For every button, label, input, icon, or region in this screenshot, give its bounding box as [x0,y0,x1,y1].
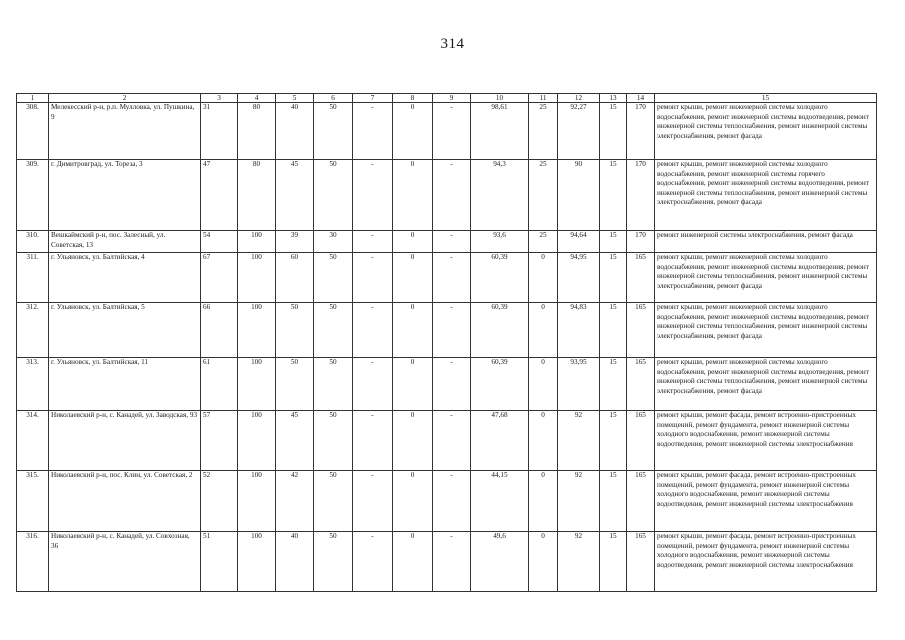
value-cell: 15 [600,103,627,160]
works-cell: ремонт крыши, ремонт фасада, ремонт встроенно-пристроенных помещений, ремонт фундамента, ремонт инженерной системы холодного водоснабжения, ремонт инженерной системы водоотведения, ремонт инженерной системы электроснабжения [655,532,877,592]
value-cell: 66 [201,303,238,358]
value-cell: 25 [529,103,558,160]
value-cell: 15 [600,358,627,411]
table-row [17,532,877,592]
works-cell: ремонт крыши, ремонт инженерной системы холодного водоснабжения, ремонт инженерной системы водоотведения, ремонт инженерной системы теплоснабжения, ремонт инженерной системы электроснабжения, ремонт фасада [655,103,877,160]
value-cell: - [353,160,393,231]
table-row [17,358,877,411]
value-cell: - [433,303,471,358]
value-cell: 61 [201,358,238,411]
value-cell: 45 [276,411,314,471]
address-cell: Николаевский р-н, с. Канадей, ул. Совхозная, 36 [49,532,201,592]
value-cell: 50 [314,303,353,358]
column-header: 5 [276,94,314,103]
table-row [17,471,877,532]
value-cell: 51 [201,532,238,592]
table-row [17,303,877,358]
row-number: 316. [17,532,49,592]
value-cell: - [433,231,471,253]
value-cell: 60,39 [471,358,529,411]
value-cell: 52 [201,471,238,532]
address-cell: г. Ульяновск, ул. Балтийская, 4 [49,253,201,303]
value-cell: 170 [627,231,655,253]
value-cell: 50 [314,471,353,532]
value-cell: 25 [529,231,558,253]
works-cell: ремонт крыши, ремонт инженерной системы холодного водоснабжения, ремонт инженерной системы водоотведения, ремонт инженерной системы теплоснабжения, ремонт инженерной системы электроснабжения, ремонт фасада [655,358,877,411]
value-cell: 0 [529,411,558,471]
value-cell: - [353,471,393,532]
value-cell: 165 [627,358,655,411]
value-cell: 42 [276,471,314,532]
works-cell: ремонт крыши, ремонт фасада, ремонт встроенно-пристроенных помещений, ремонт фундамента, ремонт инженерной системы холодного водоснабжения, ремонт инженерной системы водоотведения, ремонт инженерной системы электроснабжения [655,471,877,532]
value-cell: - [353,358,393,411]
value-cell: 50 [314,532,353,592]
column-header: 10 [471,94,529,103]
value-cell: 92 [558,411,600,471]
row-number: 311. [17,253,49,303]
value-cell: 165 [627,532,655,592]
value-cell: 0 [529,471,558,532]
value-cell: - [433,160,471,231]
works-cell: ремонт крыши, ремонт инженерной системы холодного водоснабжения, ремонт инженерной системы горячего водоснабжения, ремонт инженерной системы водоотведения, ремонт инженерной системы теплоснабжения, ремонт инженерной системы электроснабжения, ремонт фасада [655,160,877,231]
value-cell: 100 [238,253,276,303]
value-cell: 165 [627,411,655,471]
value-cell: 90 [558,160,600,231]
value-cell: 0 [393,411,433,471]
value-cell: 47,68 [471,411,529,471]
value-cell: 50 [314,253,353,303]
column-header: 7 [353,94,393,103]
column-header: 11 [529,94,558,103]
value-cell: 0 [393,103,433,160]
value-cell: 0 [393,253,433,303]
table-row [17,253,877,303]
value-cell: 40 [276,532,314,592]
value-cell: 15 [600,411,627,471]
value-cell: 93,95 [558,358,600,411]
value-cell: 15 [600,231,627,253]
row-number: 315. [17,471,49,532]
address-cell: г. Ульяновск, ул. Балтийская, 5 [49,303,201,358]
value-cell: 49,6 [471,532,529,592]
value-cell: 100 [238,231,276,253]
value-cell: - [353,103,393,160]
value-cell: - [353,253,393,303]
value-cell: 50 [314,160,353,231]
row-number: 314. [17,411,49,471]
value-cell: 50 [314,358,353,411]
column-number-row [17,94,877,103]
row-number: 312. [17,303,49,358]
value-cell: 30 [314,231,353,253]
value-cell: 100 [238,411,276,471]
value-cell: 15 [600,471,627,532]
value-cell: 165 [627,303,655,358]
value-cell: 15 [600,303,627,358]
value-cell: - [353,303,393,358]
table-row [17,231,877,253]
address-cell: Вешкаймский р-н, пос. Залесный, ул. Советская, 13 [49,231,201,253]
column-header: 2 [49,94,201,103]
value-cell: - [353,532,393,592]
address-cell: Мелекесский р-н, р.п. Мулловка, ул. Пушкина, 9 [49,103,201,160]
value-cell: - [433,411,471,471]
value-cell: 170 [627,103,655,160]
page-number: 314 [440,36,465,52]
value-cell: 165 [627,253,655,303]
value-cell: - [353,411,393,471]
value-cell: 0 [393,231,433,253]
row-number: 313. [17,358,49,411]
value-cell: 60 [276,253,314,303]
value-cell: 100 [238,471,276,532]
address-cell: Николаевский р-н, с. Канадей, ул. Заводская, 93 [49,411,201,471]
column-header: 9 [433,94,471,103]
value-cell: - [433,358,471,411]
value-cell: 50 [276,303,314,358]
value-cell: 45 [276,160,314,231]
value-cell: 94,3 [471,160,529,231]
value-cell: 25 [529,160,558,231]
value-cell: 92 [558,532,600,592]
works-cell: ремонт крыши, ремонт инженерной системы холодного водоснабжения, ремонт инженерной системы водоотведения, ремонт инженерной системы теплоснабжения, ремонт инженерной системы электроснабжения, ремонт фасада [655,303,877,358]
column-header: 14 [627,94,655,103]
value-cell: 92 [558,471,600,532]
value-cell: 60,39 [471,303,529,358]
value-cell: 0 [393,471,433,532]
value-cell: 50 [314,411,353,471]
value-cell: 94,83 [558,303,600,358]
works-cell: ремонт крыши, ремонт инженерной системы холодного водоснабжения, ремонт инженерной системы водоотведения, ремонт инженерной системы теплоснабжения, ремонт инженерной системы электроснабжения, ремонт фасада [655,253,877,303]
value-cell: 0 [529,532,558,592]
value-cell: 57 [201,411,238,471]
address-cell: г. Димитровград, ул. Тореза, 3 [49,160,201,231]
value-cell: 100 [238,532,276,592]
address-cell: Николаевский р-н, пос. Клин, ул. Советская, 2 [49,471,201,532]
value-cell: - [433,471,471,532]
value-cell: 94,64 [558,231,600,253]
column-header: 8 [393,94,433,103]
value-cell: 98,61 [471,103,529,160]
value-cell: 0 [393,303,433,358]
address-cell: г. Ульяновск, ул. Балтийская, 11 [49,358,201,411]
value-cell: 93,6 [471,231,529,253]
value-cell: 15 [600,532,627,592]
value-cell: 0 [529,358,558,411]
value-cell: - [353,231,393,253]
value-cell: 170 [627,160,655,231]
value-cell: 67 [201,253,238,303]
table-row [17,411,877,471]
table-row [17,160,877,231]
value-cell: 80 [238,160,276,231]
value-cell: 80 [238,103,276,160]
value-cell: 94,95 [558,253,600,303]
registry-table [16,93,877,592]
value-cell: 15 [600,253,627,303]
value-cell: - [433,103,471,160]
value-cell: 15 [600,160,627,231]
value-cell: 0 [393,358,433,411]
value-cell: 50 [276,358,314,411]
column-header: 3 [201,94,238,103]
value-cell: 0 [393,532,433,592]
value-cell: 60,39 [471,253,529,303]
value-cell: 0 [393,160,433,231]
value-cell: 165 [627,471,655,532]
value-cell: 44,15 [471,471,529,532]
column-header: 15 [655,94,877,103]
value-cell: 54 [201,231,238,253]
value-cell: 0 [529,253,558,303]
value-cell: 50 [314,103,353,160]
column-header: 12 [558,94,600,103]
value-cell: - [433,253,471,303]
value-cell: 31 [201,103,238,160]
value-cell: 100 [238,303,276,358]
works-cell: ремонт крыши, ремонт фасада, ремонт встроенно-пристроенных помещений, ремонт фундамента, ремонт инженерной системы холодного водоснабжения, ремонт инженерной системы водоотведения, ремонт инженерной системы электроснабжения [655,411,877,471]
row-number: 309. [17,160,49,231]
column-header: 13 [600,94,627,103]
row-number: 308. [17,103,49,160]
value-cell: 47 [201,160,238,231]
value-cell: 40 [276,103,314,160]
column-header: 1 [17,94,49,103]
table-body [17,103,877,592]
table-row [17,103,877,160]
value-cell: 92,27 [558,103,600,160]
value-cell: - [433,532,471,592]
value-cell: 0 [529,303,558,358]
value-cell: 39 [276,231,314,253]
column-header: 4 [238,94,276,103]
value-cell: 100 [238,358,276,411]
column-header: 6 [314,94,353,103]
row-number: 310. [17,231,49,253]
works-cell: ремонт инженерной системы электроснабжения, ремонт фасада [655,231,877,253]
